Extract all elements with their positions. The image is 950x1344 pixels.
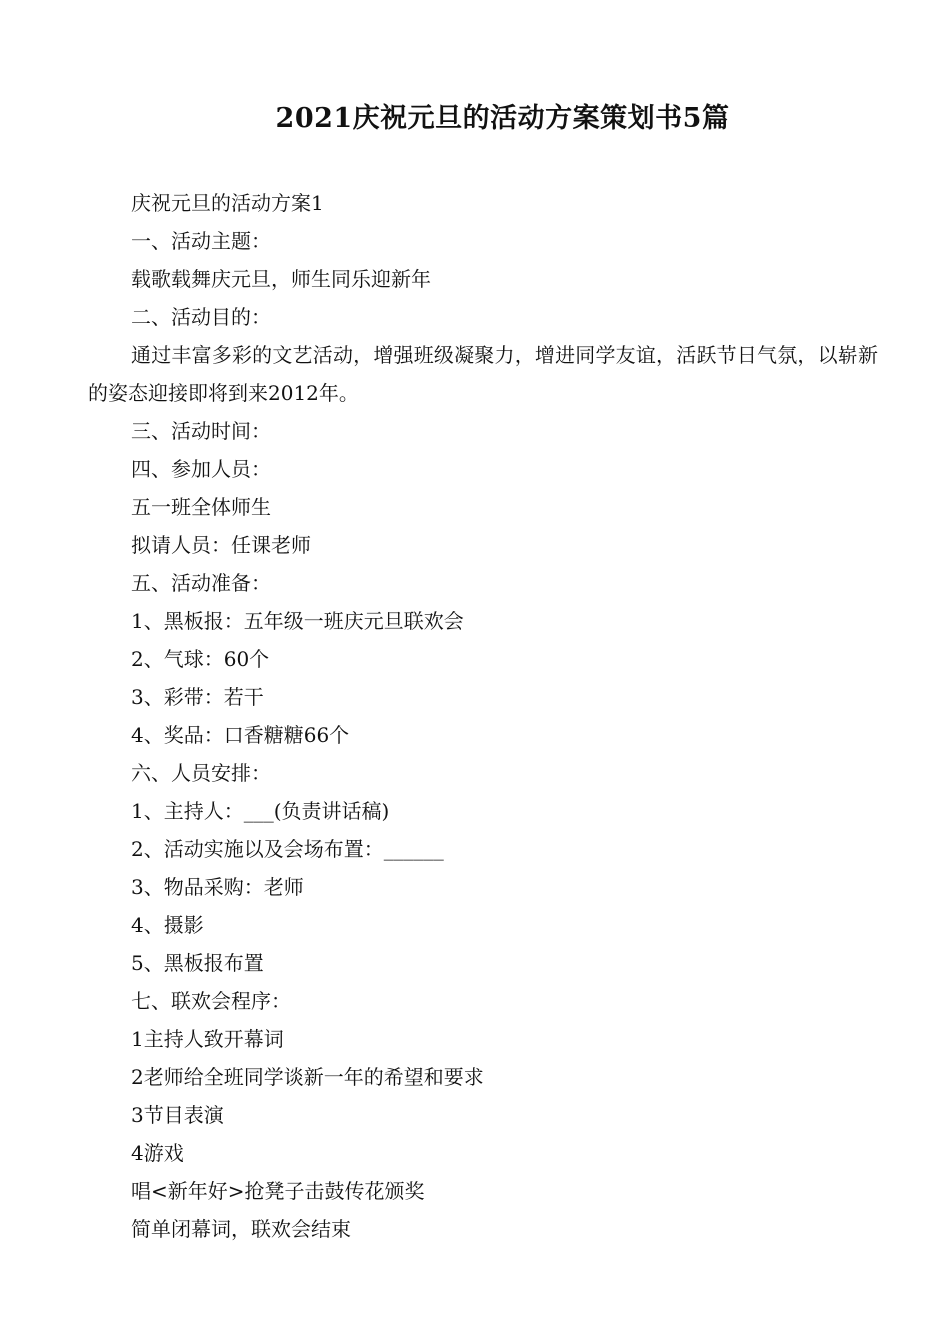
paragraph: 六、人员安排： — [131, 761, 271, 785]
paragraph: 拟请人员：任课老师 — [131, 533, 311, 557]
list-item: 1主持人致开幕词 — [131, 1027, 284, 1051]
paragraph: 简单闭幕词，联欢会结束 — [131, 1217, 351, 1241]
document-title: 2021庆祝元旦的活动方案策划书5篇 — [275, 103, 730, 134]
paragraph: 五一班全体师生 — [131, 495, 271, 519]
list-item: 4游戏 — [131, 1141, 184, 1165]
section-heading: 庆祝元旦的活动方案1 — [131, 191, 324, 215]
list-item: 2老师给全班同学谈新一年的希望和要求 — [131, 1065, 484, 1089]
list-item: 4、摄影 — [131, 913, 204, 937]
list-item: 3、彩带：若干 — [131, 685, 264, 709]
list-item: 1、主持人：___(负责讲话稿) — [131, 799, 390, 823]
list-item: 3、物品采购：老师 — [131, 875, 304, 899]
paragraph: 唱<新年好>抢凳子击鼓传花颁奖 — [131, 1179, 425, 1203]
paragraph: 七、联欢会程序： — [131, 989, 291, 1013]
list-item: 3节目表演 — [131, 1103, 224, 1127]
list-item: 2、活动实施以及会场布置：______ — [131, 837, 444, 861]
list-item: 5、黑板报布置 — [131, 951, 264, 975]
list-item: 2、气球：60个 — [131, 647, 270, 671]
paragraph: 载歌载舞庆元旦，师生同乐迎新年 — [131, 267, 431, 291]
paragraph: 通过丰富多彩的文艺活动，增强班级凝聚力，增进同学友谊，活跃节日气氛，以崭新的姿态迎接即将到来2012年。 — [88, 343, 878, 405]
paragraph: 四、参加人员： — [131, 457, 271, 481]
paragraph: 三、活动时间： — [131, 419, 271, 443]
list-item: 1、黑板报：五年级一班庆元旦联欢会 — [131, 609, 464, 633]
list-item: 4、奖品：口香糖糖66个 — [131, 723, 350, 747]
document-body — [88, 184, 878, 1248]
paragraph: 五、活动准备： — [131, 571, 271, 595]
paragraph: 一、活动主题： — [131, 229, 271, 253]
paragraph: 二、活动目的： — [131, 305, 271, 329]
